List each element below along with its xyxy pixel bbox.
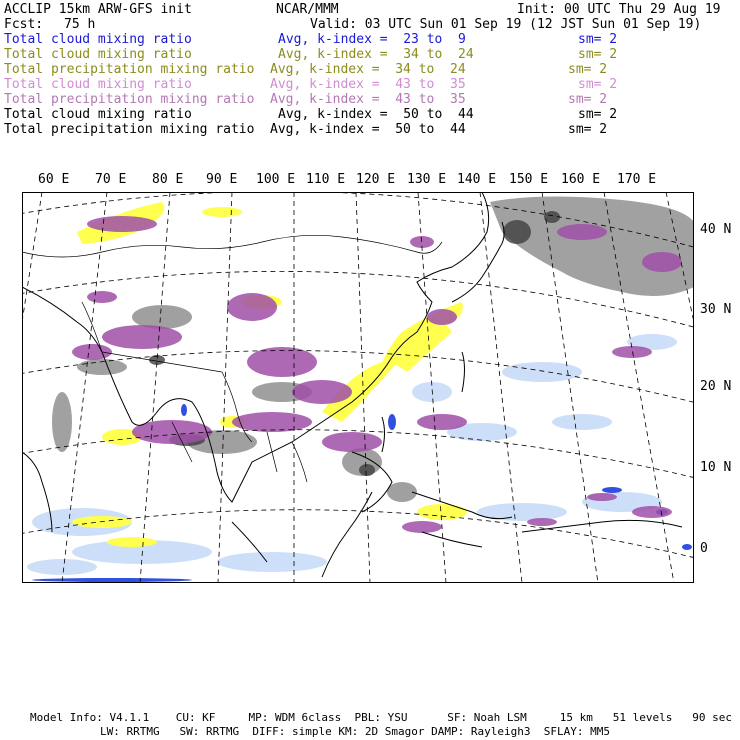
lat-label-0: 40 N: [700, 222, 732, 237]
lon-label-7: 130 E: [407, 172, 447, 187]
lat-label-2: 20 N: [700, 379, 732, 394]
field-sm-1: sm= 2: [578, 47, 618, 62]
field-sm-4: sm= 2: [568, 92, 608, 107]
field-sm-2: sm= 2: [568, 62, 608, 77]
footer-physics-info: LW: RRTMG SW: RRTMG DIFF: simple KM: 2D Smagor DAMP: Rayleigh3 SFLAY: MM5: [100, 725, 610, 738]
lat-label-1: 30 N: [700, 302, 732, 317]
field-avg-1: Avg, k-index = 34 to 24: [278, 47, 474, 62]
field-avg-4: Avg, k-index = 43 to 35: [270, 92, 466, 107]
field-name-0: Total cloud mixing ratio: [4, 32, 192, 47]
lon-label-0: 60 E: [38, 172, 70, 187]
field-name-5: Total cloud mixing ratio: [4, 107, 192, 122]
lon-label-11: 170 E: [617, 172, 657, 187]
map-svg: [22, 192, 694, 583]
forecast-hours: 75 h: [64, 17, 96, 32]
lon-label-2: 80 E: [152, 172, 184, 187]
field-name-1: Total cloud mixing ratio: [4, 47, 192, 62]
lon-label-6: 120 E: [356, 172, 396, 187]
lon-label-8: 140 E: [457, 172, 497, 187]
plot-title: ACCLIP 15km ARW-GFS init: [4, 2, 192, 17]
field-avg-0: Avg, k-index = 23 to 9: [278, 32, 466, 47]
field-name-4: Total precipitation mixing ratio: [4, 92, 255, 107]
field-name-6: Total precipitation mixing ratio: [4, 122, 255, 137]
lon-label-4: 100 E: [256, 172, 296, 187]
field-sm-5: sm= 2: [578, 107, 618, 122]
lon-label-3: 90 E: [206, 172, 238, 187]
field-avg-5: Avg, k-index = 50 to 44: [278, 107, 474, 122]
plot-org: NCAR/MMM: [276, 2, 339, 17]
init-time: Init: 00 UTC Thu 29 Aug 19: [517, 2, 721, 17]
field-sm-6: sm= 2: [568, 122, 608, 137]
footer-model-info: Model Info: V4.1.1 CU: KF MP: WDM 6class PBL: YSU SF: Noah LSM 15 km 51 levels 90 sec: [30, 711, 732, 724]
field-avg-2: Avg, k-index = 34 to 24: [270, 62, 466, 77]
lat-label-4: 0: [700, 541, 708, 556]
lon-label-5: 110 E: [306, 172, 346, 187]
lon-label-1: 70 E: [95, 172, 127, 187]
field-avg-6: Avg, k-index = 50 to 44: [270, 122, 466, 137]
field-name-3: Total cloud mixing ratio: [4, 77, 192, 92]
field-avg-3: Avg, k-index = 43 to 35: [270, 77, 466, 92]
lon-label-10: 160 E: [561, 172, 601, 187]
field-name-2: Total precipitation mixing ratio: [4, 62, 255, 77]
field-sm-3: sm= 2: [578, 77, 618, 92]
valid-time: Valid: 03 UTC Sun 01 Sep 19 (12 JST Sun 01 Sep 19): [310, 17, 702, 32]
lat-label-3: 10 N: [700, 460, 732, 475]
field-sm-0: sm= 2: [578, 32, 618, 47]
map-panel: [22, 192, 694, 583]
lon-label-9: 150 E: [509, 172, 549, 187]
forecast-label: Fcst:: [4, 17, 44, 32]
